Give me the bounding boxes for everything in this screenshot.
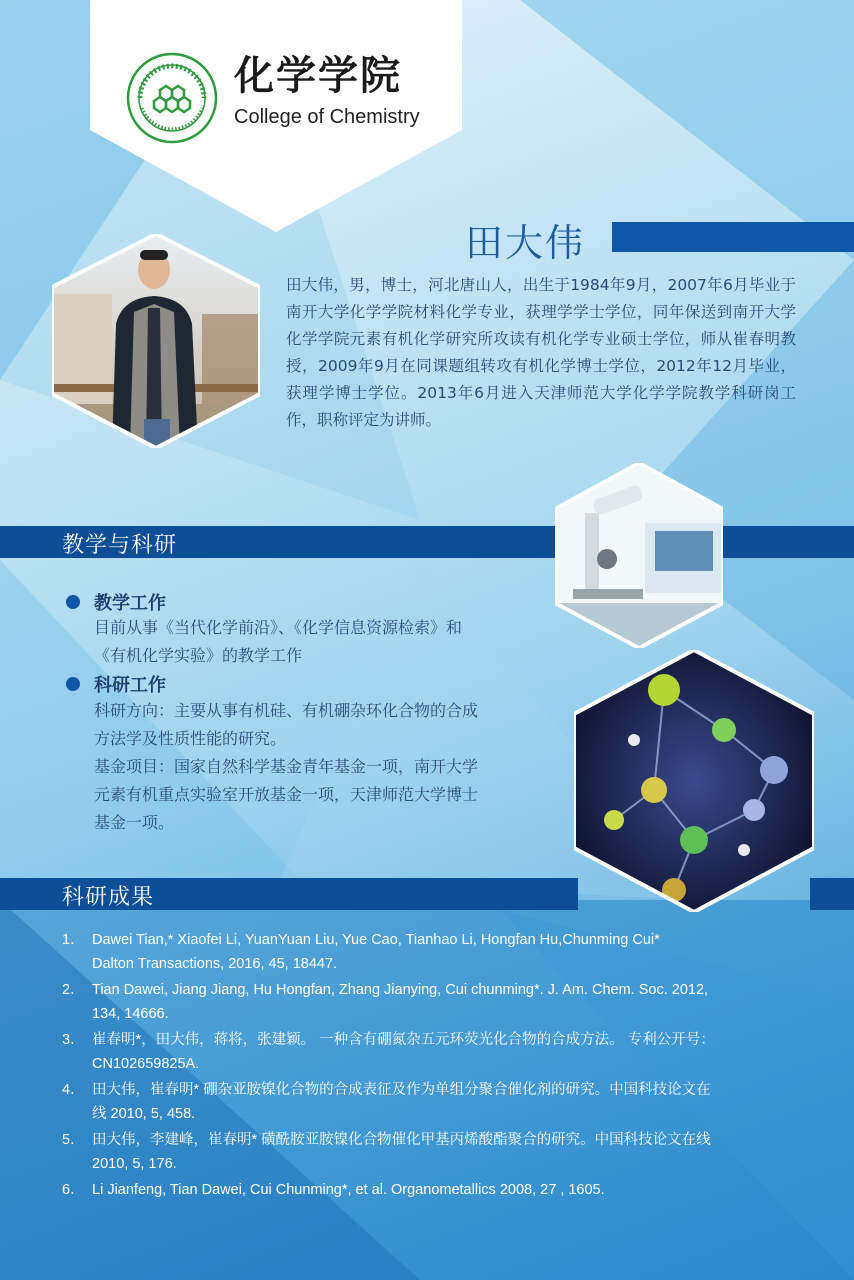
publication-line: Dawei Tian,* Xiaofei Li, YuanYuan Liu, Yue Cao, Tianhao Li, Hongfan Hu,Chunming Cui* [92, 932, 660, 948]
bullet-teaching [66, 595, 80, 609]
publication-line: 线 2010, 5, 458. [92, 1106, 196, 1122]
publication-number: 1． [62, 932, 85, 948]
college-seal-logo [126, 52, 218, 144]
publication-item [62, 928, 802, 976]
research-line-5: 基金一项。 [94, 813, 175, 832]
section-bar-teaching-right [722, 526, 854, 558]
college-title-cn: 化学学院 [234, 53, 402, 99]
publication-line: 崔春明*，田大伟，蒋将，张建颖。 一种含有硼氮杂五元环荧光化合物的合成方法。 专利公开号： [92, 1032, 715, 1048]
section-title-results: 科研成果 [62, 885, 155, 910]
publication-text [92, 928, 802, 976]
research-line-4: 元素有机重点实验室开放基金一项，天津师范大学博士 [94, 785, 479, 804]
teaching-line-2: 《有机化学实验》的教学工作 [94, 646, 303, 665]
publication-line: 田大伟，崔春明* 硼杂亚胺镍化合物的合成表征及作为单组分聚合催化剂的研究。中国科技论文在 [92, 1082, 711, 1098]
section-title-teaching: 教学与科研 [62, 533, 178, 558]
college-title-en: College of Chemistry [234, 106, 420, 128]
molecule-structure-image [574, 650, 814, 912]
publication-line: 134, 14666. [92, 1006, 169, 1022]
publication-line: Li Jianfeng, Tian Dawei, Cui Chunming*, et al. Organometallics 2008, 27 , 1605. [92, 1182, 605, 1198]
publication-item [62, 1078, 802, 1126]
publication-line: 2010, 5, 176. [92, 1156, 177, 1172]
publication-item [62, 1028, 802, 1076]
publication-text [92, 1078, 802, 1126]
name-accent-bar [612, 222, 854, 252]
person-name: 田大伟 [465, 221, 586, 265]
section-bar-results-right [810, 878, 854, 910]
publication-list [62, 928, 802, 1204]
teaching-line-1: 目前从事《当代化学前沿》、《化学信息资源检索》和 [94, 618, 463, 637]
publication-line: 田大伟，李建峰，崔春明* 磺酰胺亚胺镍化合物催化甲基丙烯酸酯聚合的研究。中国科技论文在线 [92, 1132, 711, 1148]
biography-text: 田大伟，男，博士，河北唐山人，出生于1984年9月，2007年6月毕业于南开大学化学学院材料化学专业，获理学学士学位，同年保送到南开大学化学学院元素有机化学研究所攻读有机化学专业硕士学位，师从崔春明教授，2009年9月在同课题组转攻有机化学博士学位，2012年12月毕业，获理学博士学位。2013年6月进入天津师范大学化学学院教学科研岗工作，职称评定为讲师。 [286, 276, 796, 429]
portrait-photo [52, 234, 260, 448]
publication-number: 5． [62, 1132, 85, 1148]
publication-number: 4． [62, 1082, 85, 1098]
research-line-3: 基金项目：国家自然科学基金青年基金一项，南开大学 [94, 757, 479, 776]
publication-item [62, 978, 802, 1026]
publication-number: 2． [62, 982, 85, 998]
research-work-heading: 科研工作 [94, 675, 166, 696]
publication-number: 6． [62, 1182, 85, 1198]
publication-item [62, 1128, 802, 1176]
publication-text [92, 1178, 802, 1202]
publication-number: 3． [62, 1032, 85, 1048]
research-line-2: 方法学及性质性能的研究。 [94, 729, 287, 748]
publication-text [92, 1128, 802, 1176]
publication-text [92, 1028, 802, 1076]
publication-text [92, 978, 802, 1026]
bullet-research [66, 677, 80, 691]
publication-item [62, 1178, 802, 1202]
publication-line: Tian Dawei, Jiang Jiang, Hu Hongfan, Zhang Jianying, Cui chunming*. J. Am. Chem. Soc. 2012, [92, 982, 709, 998]
research-line-1: 科研方向：主要从事有机硅、有机硼杂环化合物的合成 [94, 701, 479, 720]
teaching-work-heading: 教学工作 [94, 593, 166, 614]
lab-microscope-image [555, 463, 723, 648]
publication-line: CN102659825A. [92, 1056, 200, 1072]
publication-line: Dalton Transactions, 2016, 45, 18447. [92, 956, 338, 972]
